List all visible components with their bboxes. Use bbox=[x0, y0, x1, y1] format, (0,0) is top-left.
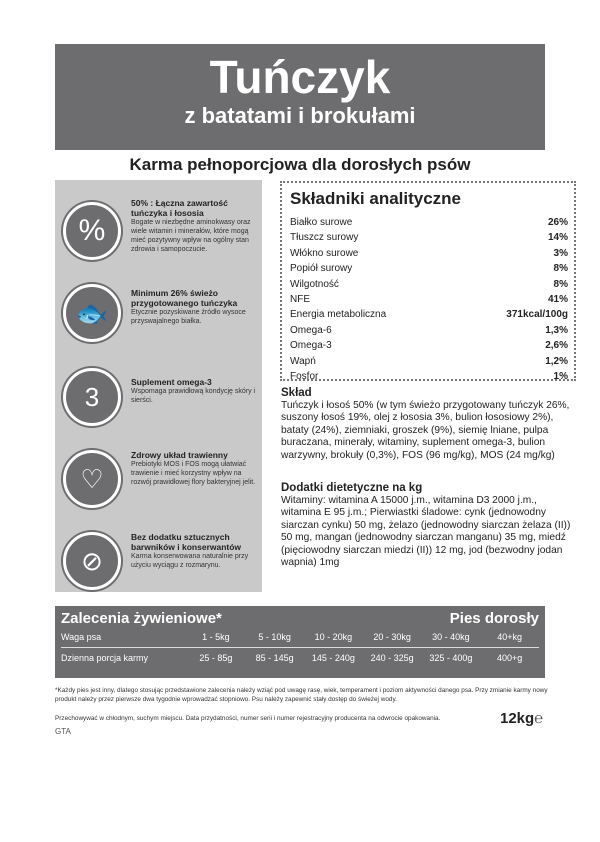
analytical-row bbox=[290, 215, 568, 230]
constituent-name: NFE bbox=[290, 293, 310, 305]
cell: 30 - 40kg bbox=[432, 632, 470, 642]
percent-icon: % bbox=[63, 202, 121, 260]
stomach-icon: ♡ bbox=[63, 450, 121, 508]
feature-text: Prebiotyki MOS i FOS mogą ułatwiać trawienie i mieć korzystny wpływ na rozwój prawidłowej flory bakteryjnej jelit. bbox=[131, 461, 256, 486]
additives-text: Witaminy: witamina A 15000 j.m., witamina D3 2000 j.m., witamina E 95 j.m.; Pierwiastki śladowe: cynk (jednowodny siarczan cynku) 50 mg, żelazo (jednowodny siarczan żelaza (II)) 50 mg, mangan (jednowodny siarczan manganu) 35 mg, miedź (pięciowodny siarczan miedzi (II)) 12 mg, jod (bezwodny jodan wapnia) 1mg bbox=[281, 494, 571, 568]
cell: 5 - 10kg bbox=[258, 632, 291, 642]
footnote: *Każdy pies jest inny, dlatego stosując przedstawione zalecenia należy wziąć pod uwagę rasę, wiek, temperament i poziom aktywności danego psa. Przy zmianie karmy nowy produkt należy przez pierwsze dwa tygodnie wprowadzać stopniowo. Psu należy zapewnić stały dostęp do świeżej wody. bbox=[55, 687, 548, 703]
constituent-name: Wilgotność bbox=[290, 278, 339, 290]
feature-text: Etycznie pozyskiwane źródło wysoce przyswajalnego białka. bbox=[131, 309, 246, 325]
cell: 85 - 145g bbox=[255, 653, 294, 663]
row-label: Waga psa bbox=[61, 632, 102, 642]
constituent-value: 2,6% bbox=[545, 340, 568, 352]
constituent-name: Włókno surowe bbox=[290, 247, 359, 259]
constituent-value: 26% bbox=[547, 217, 568, 228]
cell: 325 - 400g bbox=[429, 653, 473, 663]
analytical-row bbox=[290, 277, 568, 292]
cell: 25 - 85g bbox=[199, 653, 233, 663]
constituent-name: Wapń bbox=[290, 355, 316, 367]
constituent-value: 3% bbox=[553, 247, 568, 259]
weight-value: 12kg bbox=[500, 710, 535, 727]
product-type: Karma pełnoporcjowa dla dorosłych psów bbox=[129, 155, 471, 174]
composition-text: Tuńczyk i łosoś 50% (w tym świeżo przygotowany tuńczyk 26%, suszony łosoś 19%, olej z łososia 3%, bulion łososiowy 2%), bataty (24%), ziemniaki, groszek (9%), siemię lniane, pulpa buraczana, minerały, witaminy, suplement omega-3, bulion warzywny, brokuły (0,3%), FOS (96 mg/kg), MOS (24 mg/kg) bbox=[281, 399, 570, 461]
constituent-value: 14% bbox=[547, 232, 568, 244]
storage-info: Przechowywać w chłodnym, suchym miejscu. Data przydatności, numer serii i numer rejestracyjny producenta na odwrocie opakowania. bbox=[55, 715, 441, 722]
feature-title: Suplement omega-3 bbox=[131, 377, 212, 387]
feature-title: Bez dodatku sztucznych barwników i konserwantów bbox=[131, 532, 242, 552]
analytical-row bbox=[290, 307, 568, 322]
no-chemicals-icon: ⊘ bbox=[63, 532, 121, 590]
cell: 400+g bbox=[496, 653, 523, 663]
additives-title: Dodatki dietetyczne na kg bbox=[281, 482, 423, 494]
constituent-value: 8% bbox=[553, 278, 568, 290]
analytical-row bbox=[290, 246, 568, 261]
constituent-name: Fosfor bbox=[290, 370, 319, 382]
composition bbox=[281, 387, 571, 462]
analytical-row bbox=[290, 230, 568, 245]
feature-title: 50% : Łączna zawartość tuńczyka i łososia bbox=[131, 198, 228, 218]
additives bbox=[281, 482, 571, 570]
analytical-row bbox=[290, 369, 568, 384]
feature-text: Karma konserwowana naturalnie przy użyciu wyciągu z rozmarynu. bbox=[131, 553, 249, 569]
constituent-name: Omega-6 bbox=[290, 324, 332, 336]
analytical-row bbox=[290, 338, 568, 353]
omega-3-icon: 3 bbox=[63, 368, 121, 426]
feeding-target: Pies dorosły bbox=[449, 610, 539, 627]
analytical-row bbox=[290, 323, 568, 338]
estimated-sign: ℮ bbox=[534, 710, 544, 727]
feature-text: Wspomaga prawidłową kondycję skóry i sierści. bbox=[131, 388, 256, 404]
features-panel bbox=[55, 180, 262, 592]
feature-title: Zdrowy układ trawienny bbox=[131, 450, 228, 460]
feeding-row bbox=[55, 648, 545, 668]
constituent-name: Tłuszcz surowy bbox=[290, 232, 359, 244]
cell: 40+kg bbox=[497, 632, 522, 642]
constituent-name: Białko surowe bbox=[290, 217, 353, 228]
constituent-value: 1,2% bbox=[545, 355, 568, 367]
product-subtitle: z batatami i brokułami bbox=[184, 103, 416, 128]
constituent-value: 8% bbox=[553, 263, 568, 275]
cell: 10 - 20kg bbox=[314, 632, 353, 642]
feeding-row bbox=[55, 627, 545, 647]
constituent-name: Popiół surowy bbox=[290, 263, 353, 275]
analytical-row bbox=[290, 292, 568, 307]
composition-title: Skład bbox=[281, 387, 312, 399]
constituent-name: Energia metaboliczna bbox=[290, 309, 387, 321]
fish-icon: 🐟 bbox=[63, 284, 121, 342]
cell: 145 - 240g bbox=[311, 653, 355, 663]
product-title: Tuńczyk bbox=[209, 51, 391, 103]
title-banner bbox=[55, 44, 545, 150]
net-weight bbox=[500, 710, 543, 727]
feature-title: Minimum 26% świeżo przygotowanego tuńczyka bbox=[131, 288, 238, 308]
analytical-row bbox=[290, 261, 568, 276]
analytical-title: Składniki analityczne bbox=[290, 189, 462, 208]
cell: 20 - 30kg bbox=[373, 632, 411, 642]
feature-text: Bogate w niezbędne aminokwasy oraz wiele witamin i minerałów, które mogą mieć pozytywny wpływ na ogólny stan zdrowia i samopoczucie. bbox=[131, 219, 251, 253]
analytical-row bbox=[290, 354, 568, 369]
feeding-table bbox=[55, 606, 545, 678]
feeding-title: Zalecenia żywieniowe* bbox=[61, 610, 222, 627]
constituent-value: 1,3% bbox=[545, 324, 568, 336]
row-label: Dzienna porcja karmy bbox=[61, 653, 149, 663]
constituent-name: Omega-3 bbox=[290, 340, 332, 352]
code: GTA bbox=[55, 727, 71, 736]
analytical-constituents bbox=[280, 181, 576, 381]
cell: 240 - 325g bbox=[370, 653, 414, 663]
constituent-value: 1% bbox=[553, 370, 568, 382]
cell: 1 - 5kg bbox=[202, 632, 230, 642]
constituent-value: 371kcal/100g bbox=[506, 309, 568, 321]
constituent-value: 41% bbox=[547, 293, 568, 305]
